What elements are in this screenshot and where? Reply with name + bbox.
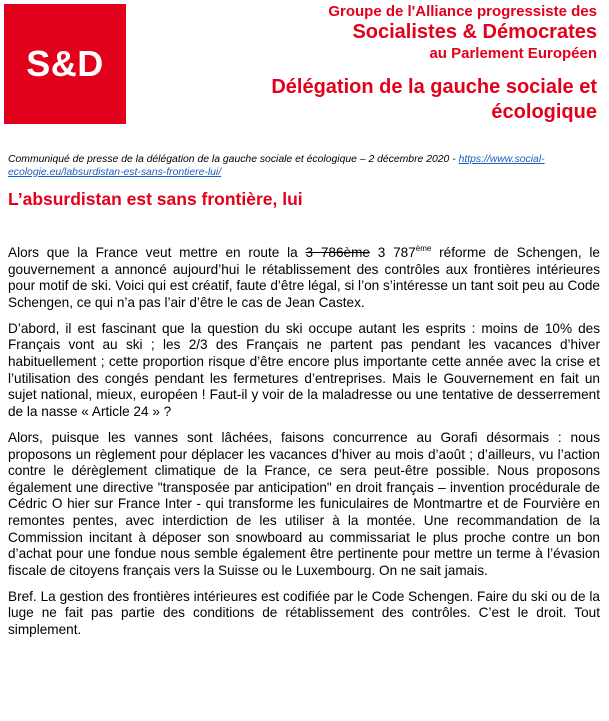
delegation-name-line1: Délégation de la gauche sociale et [271, 76, 597, 98]
group-header [127, 0, 597, 125]
paragraph-1 [8, 245, 600, 311]
sd-logo-text: S&D [26, 43, 104, 84]
p1-text-a: Alors que la France veut mettre en route la [8, 245, 306, 260]
group-name-line2: Socialistes & Démocrates [352, 21, 597, 43]
p1-text-b: 3 787 [369, 245, 416, 260]
struck-reform-number: 3 786ème [305, 245, 370, 260]
delegation-name [127, 75, 597, 125]
sd-logo [4, 4, 126, 124]
ordinal-suffix: ème [415, 244, 432, 253]
article-title: L’absurdistan est sans frontière, lui [8, 189, 303, 209]
press-release-info [8, 153, 598, 179]
group-name-line1: Groupe de l'Alliance progressiste des [328, 3, 597, 20]
article-body [8, 245, 600, 648]
delegation-name-line2: écologique [491, 101, 597, 123]
paragraph-2: D’abord, il est fascinant que la question du ski occupe autant les esprits : moins de 10% des Français vont au ski ; les 2/3 des Français ne partent pas pendant les vacances d’hiver habituellement ; cette proportion risque d’être encore plus importante cette année avec la crise et l’utilisation des congés pendant les fermetures d’entreprises. Mais le Gouvernement en fait un sujet national, mieux, européen ! Faut-il y voir de la maladresse ou une tentative de desserrement de la nasse « Article 24 » ? [8, 320, 600, 419]
paragraph-3: Alors, puisque les vannes sont lâchées, faisons concurrence au Gorafi désormais : nous proposons un règlement pour déplacer les vacances d’hiver au mois d’août ; d’ailleurs, vu l’action contre le dérèglement climatique de la France, ce sera peut-être possible. Nous proposons également une directive "transposée par anticipation" en droit français – invention procédurale de Cédric O hier sur France Inter - qui transforme les funiculaires de Montmartre et de Fourvière en remontes pentes, avec interdiction de les utiliser à la montée. Une recommandation de la Commission incitant à déposer son snowboard au commissariat le plus proche contre un bon d’achat pour une fondue nous semble également être pertinente pour mettre un terme à l’évasion fiscale de citoyens français vers la Suisse ou le Luxembourg. On ne sait jamais. [8, 429, 600, 578]
p1-text-c: réforme de Schengen, le gouvernement a annoncé aujourd’hui le rétablissement des contrôles aux frontières intérieures pour motif de ski. Voici qui est créatif, faute d’être légal, si l’on s’intéresse un tant soit peu au Code Schengen, ce qui n’a pas l’air d’être le cas de Jean Castex. [8, 245, 600, 310]
source-link[interactable]: https://www.social-ecologie.eu/labsurdistan-est-sans-frontiere-lui/ [8, 154, 545, 178]
group-name-line3: au Parlement Européen [429, 45, 597, 62]
paragraph-4: Bref. La gestion des frontières intérieures est codifiée par le Code Schengen. Faire du ski ou de la luge ne fait pas partie des conditions de rétablissement des contrôles. C’est le droit. Tout simplement. [8, 588, 600, 637]
press-release-date: Communiqué de presse de la délégation de la gauche sociale et écologique – 2 décembre 2020 - [8, 154, 459, 165]
